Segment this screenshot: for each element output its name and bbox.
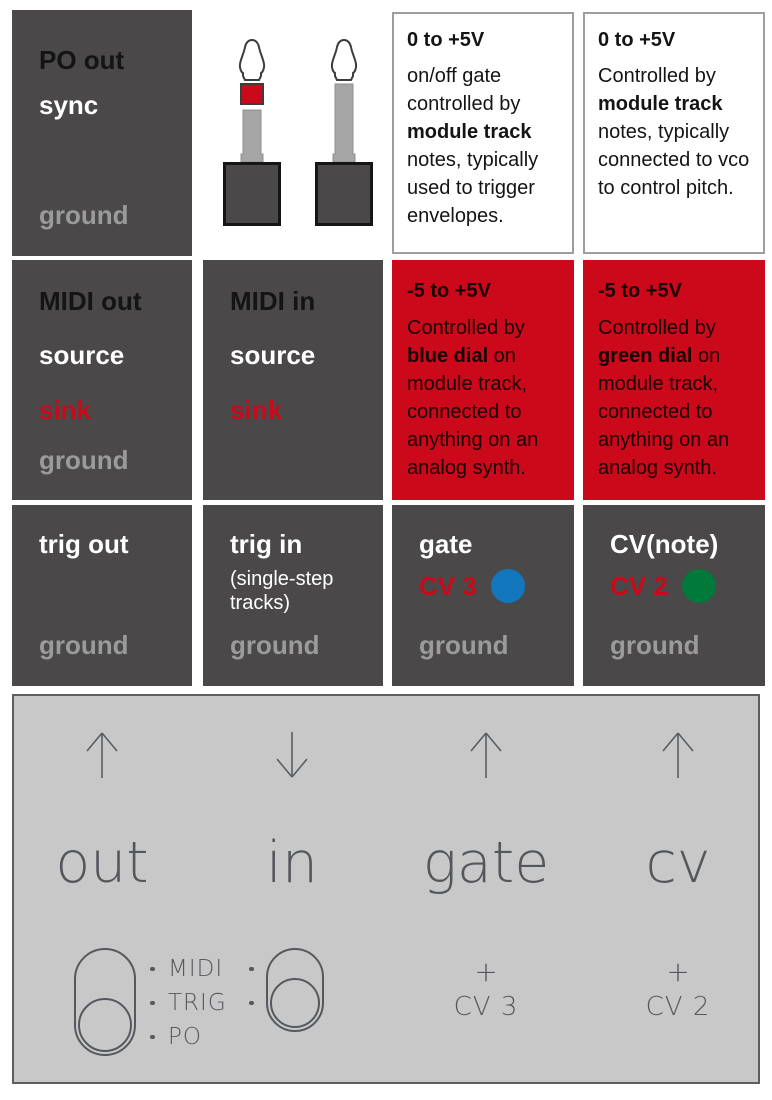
- cv2-description-post: on module track, connected to anything on an analog synth.: [598, 345, 730, 479]
- cv3-description-pre: Controlled by: [407, 317, 525, 339]
- plus-icon: +: [474, 955, 498, 988]
- gate-voltage-range: 0 to +5V: [407, 29, 485, 51]
- gate-description-pre: on/off gate controlled by: [407, 65, 521, 115]
- port-in-label: in: [266, 830, 318, 896]
- midi-out-title: MIDI out: [39, 286, 142, 316]
- po-out-sync-label: sync: [39, 90, 99, 120]
- port-gate-label: gate: [422, 830, 550, 896]
- gate-title: gate: [419, 529, 473, 559]
- midi-in-sink-label: sink: [230, 395, 283, 425]
- cv-note-box: [583, 505, 765, 686]
- trig-in-box: [203, 505, 383, 686]
- trig-out-ground-label: ground: [39, 630, 129, 660]
- gate-ground-label: ground: [419, 630, 509, 660]
- switch-label-row-po: [150, 1020, 254, 1054]
- cv-voltage-range: 0 to +5V: [598, 29, 676, 51]
- plus-icon: +: [666, 955, 690, 988]
- tick-dot-icon: [150, 967, 155, 971]
- tick-dot-icon: [249, 967, 254, 971]
- trig-out-box: [12, 505, 192, 686]
- tick-dot-icon: [249, 1001, 254, 1005]
- port-cv: [598, 730, 758, 896]
- midi-in-source-label: source: [230, 340, 316, 370]
- port-gate: [406, 730, 566, 896]
- cv-description-bold: module track: [598, 93, 723, 115]
- switch-label-row-trig: [150, 986, 254, 1020]
- gate-cv-line: [419, 569, 525, 603]
- green-dial-dot-icon: [682, 569, 716, 603]
- port-out: [22, 730, 182, 896]
- device-panel: [12, 694, 760, 1084]
- switch-label-midi: MIDI: [168, 956, 224, 982]
- port-out-label: out: [55, 830, 149, 896]
- blue-dial-dot-icon: [491, 569, 525, 603]
- po-out-ground-label: ground: [39, 200, 129, 230]
- switch-label-trig: TRIG: [168, 990, 227, 1016]
- arrow-up-icon: [468, 730, 504, 780]
- cv-voltage-info-box: [583, 12, 765, 254]
- gate-box: [392, 505, 574, 686]
- gate-description-post: notes, typically used to trigger envelopes.: [407, 149, 539, 227]
- midi-out-box: [12, 260, 192, 500]
- gate-description-bold: module track: [407, 121, 532, 143]
- cv-description-pre: Controlled by: [598, 65, 716, 87]
- cv-note-cv2-label: CV 2: [610, 570, 668, 601]
- ts-jack-icon: [308, 38, 380, 233]
- cv-note-ground-label: ground: [610, 630, 700, 660]
- gate-voltage-info-box: [392, 12, 574, 254]
- gate-voltage-description: [407, 62, 564, 230]
- switch-label-row-midi: [150, 952, 254, 986]
- cv-note-title: CV(note): [610, 529, 719, 559]
- cv2-voltage-info-box: [583, 260, 765, 500]
- switch-label-po: PO: [168, 1024, 202, 1050]
- midi-out-ground-label: ground: [39, 445, 129, 475]
- cv2-voltage-description: [598, 314, 757, 482]
- trig-in-title: trig in: [230, 529, 303, 559]
- cv2-out-label-group: [618, 955, 738, 1022]
- cv-description-post: notes, typically connected to vco to control pitch.: [598, 121, 750, 199]
- midi-in-box: [203, 260, 383, 500]
- tick-dot-icon: [150, 1001, 155, 1005]
- gate-cv3-label: CV 3: [419, 570, 477, 601]
- in-mode-switch-knob: [270, 978, 320, 1028]
- midi-in-title: MIDI in: [230, 286, 316, 316]
- cv2-description-pre: Controlled by: [598, 317, 716, 339]
- cv3-voltage-description: [407, 314, 566, 482]
- port-cv-label: cv: [645, 830, 711, 896]
- cv3-out-label-group: [426, 955, 546, 1022]
- in-mode-switch: [266, 948, 324, 1032]
- arrow-up-icon: [84, 730, 120, 780]
- po-out-title: PO out: [39, 45, 125, 75]
- out-mode-switch: [74, 948, 136, 1056]
- trig-in-note: (single-step tracks): [230, 568, 334, 614]
- cv3-voltage-range: -5 to +5V: [407, 280, 491, 302]
- midi-out-source-label: source: [39, 340, 125, 370]
- cv-note-cv-line: [610, 569, 716, 603]
- tick-dot-icon: [150, 1035, 155, 1039]
- cv2-voltage-range: -5 to +5V: [598, 280, 682, 302]
- cv3-voltage-info-box: [392, 260, 574, 500]
- port-in: [212, 730, 372, 896]
- cv3-description-post: on module track, connected to anything on an analog synth.: [407, 345, 539, 479]
- po-out-box: [12, 10, 192, 256]
- arrow-up-icon: [660, 730, 696, 780]
- midi-out-sink-label: sink: [39, 395, 92, 425]
- trs-jack-red-ring-icon: [216, 38, 288, 233]
- cv2-out-label: CV 2: [645, 992, 711, 1022]
- cv3-description-bold: blue dial: [407, 345, 489, 367]
- cv3-out-label: CV 3: [453, 992, 519, 1022]
- cv2-description-bold: green dial: [598, 345, 693, 367]
- arrow-down-icon: [274, 730, 310, 780]
- trig-out-title: trig out: [39, 529, 129, 559]
- switch-labels: [150, 952, 254, 1054]
- trig-in-ground-label: ground: [230, 630, 320, 660]
- out-mode-switch-knob: [78, 998, 132, 1052]
- cv-voltage-description: [598, 62, 755, 202]
- jack-illustration: [203, 10, 383, 256]
